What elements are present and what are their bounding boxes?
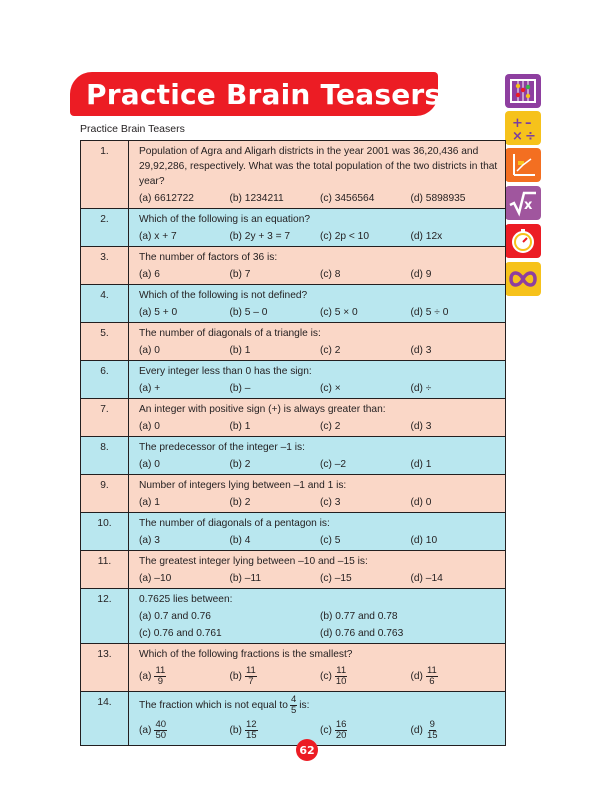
question-row bbox=[81, 209, 506, 247]
answer-option: (d) –14 bbox=[410, 573, 443, 584]
table-caption: Practice Brain Teasers bbox=[80, 123, 185, 135]
graph-axes-icon bbox=[509, 151, 537, 179]
infinity-icon bbox=[508, 266, 538, 292]
answer-option bbox=[230, 666, 321, 687]
question-number: 12. bbox=[81, 589, 129, 644]
question-row bbox=[81, 475, 506, 513]
question-row bbox=[81, 361, 506, 399]
question-number: 11. bbox=[81, 551, 129, 589]
answer-option: (c) 2 bbox=[320, 345, 341, 356]
fraction-numerator: 11 bbox=[155, 665, 166, 676]
question-number: 5. bbox=[81, 323, 129, 361]
side-tab-stopwatch[interactable] bbox=[505, 224, 541, 258]
question-number: 4. bbox=[81, 285, 129, 323]
fraction-numerator: 11 bbox=[245, 665, 256, 676]
svg-text:+: + bbox=[512, 116, 523, 131]
question-body bbox=[129, 285, 506, 323]
question-text: Number of integers lying between –1 and 1 is: bbox=[139, 480, 347, 491]
options-row bbox=[139, 666, 501, 687]
answer-option: (d) 0 bbox=[410, 497, 432, 508]
question-body bbox=[129, 644, 506, 692]
options-row bbox=[139, 267, 501, 282]
options-row bbox=[139, 495, 501, 510]
option-label: (d) bbox=[410, 671, 423, 682]
answer-option: (a) 6 bbox=[139, 269, 160, 280]
question-text: Every integer less than 0 has the sign: bbox=[139, 366, 312, 377]
answer-option bbox=[320, 720, 411, 741]
question-body bbox=[129, 247, 506, 285]
answer-option: (b) 2 bbox=[229, 497, 251, 508]
svg-text:÷: ÷ bbox=[525, 129, 536, 142]
answer-option: (b) 4 bbox=[229, 535, 251, 546]
answer-option: (b) –11 bbox=[229, 573, 262, 584]
fraction-numerator: 40 bbox=[155, 719, 167, 730]
option-fraction bbox=[154, 666, 166, 687]
question-text: The number of factors of 36 is: bbox=[139, 252, 278, 263]
fraction-denominator: 15 bbox=[245, 730, 257, 741]
option-fraction bbox=[335, 666, 348, 687]
question-row bbox=[81, 399, 506, 437]
answer-option bbox=[230, 720, 321, 741]
answer-option: (c) 8 bbox=[320, 269, 341, 280]
answer-option: (c) 2p < 10 bbox=[320, 231, 369, 242]
answer-option: (d) 0.76 and 0.763 bbox=[320, 628, 404, 639]
answer-option: (c) –2 bbox=[320, 459, 347, 470]
question-body bbox=[129, 475, 506, 513]
answer-option bbox=[139, 666, 230, 687]
option-label: (d) bbox=[410, 725, 423, 736]
question-number: 13. bbox=[81, 644, 129, 692]
options-row bbox=[139, 381, 501, 396]
options-row bbox=[139, 609, 501, 624]
side-tab-operators[interactable] bbox=[505, 111, 541, 145]
answer-option: (a) 1 bbox=[139, 497, 160, 508]
answer-option: (c) 3 bbox=[320, 497, 341, 508]
answer-option: (d) 5 ÷ 0 bbox=[410, 307, 449, 318]
option-fraction bbox=[245, 666, 257, 687]
answer-option: (c) 5 × 0 bbox=[320, 307, 358, 318]
question-row bbox=[81, 513, 506, 551]
fraction-denominator: 15 bbox=[426, 730, 438, 741]
question-number: 14. bbox=[81, 692, 129, 746]
question-row bbox=[81, 323, 506, 361]
answer-option: (a) 0 bbox=[139, 459, 160, 470]
answer-option: (d) 3 bbox=[410, 345, 432, 356]
answer-option: (b) – bbox=[229, 383, 251, 394]
answer-option: (d) 3 bbox=[410, 421, 432, 432]
answer-option: (a) 0.7 and 0.76 bbox=[139, 611, 211, 622]
page-number: 62 bbox=[296, 739, 318, 761]
question-text: Which of the following is an equation? bbox=[139, 214, 311, 225]
option-fraction bbox=[154, 720, 167, 741]
answer-option: (a) 0 bbox=[139, 421, 160, 432]
answer-option bbox=[320, 666, 411, 687]
answer-option: (d) ÷ bbox=[410, 383, 432, 394]
svg-text:×: × bbox=[512, 129, 523, 142]
stopwatch-icon bbox=[509, 227, 537, 255]
fraction-denominator: 9 bbox=[157, 676, 164, 687]
option-label: (b) bbox=[229, 671, 242, 682]
fraction-denominator: 50 bbox=[155, 730, 167, 741]
question-text: The predecessor of the integer –1 is: bbox=[139, 442, 305, 453]
option-label: (a) bbox=[139, 671, 152, 682]
question-text: An integer with positive sign (+) is always greater than: bbox=[139, 404, 386, 415]
question-row bbox=[81, 589, 506, 644]
square-root-icon bbox=[508, 189, 538, 217]
svg-text:–: – bbox=[525, 116, 532, 131]
fraction-numerator: 4 bbox=[290, 694, 297, 705]
answer-option: (a) 6612722 bbox=[139, 193, 194, 204]
question-body bbox=[129, 513, 506, 551]
question-row bbox=[81, 551, 506, 589]
option-label: (a) bbox=[139, 725, 152, 736]
option-label: (c) bbox=[320, 725, 332, 736]
answer-option: (b) 1234211 bbox=[229, 193, 284, 204]
question-number: 6. bbox=[81, 361, 129, 399]
options-row bbox=[139, 305, 501, 320]
question-text: The greatest integer lying between –10 and –15 is: bbox=[139, 556, 368, 567]
answer-option: (d) 10 bbox=[410, 535, 438, 546]
question-number: 3. bbox=[81, 247, 129, 285]
fraction-denominator: 7 bbox=[248, 676, 254, 687]
question-text: Which of the following is not defined? bbox=[139, 290, 308, 301]
question-text-before: The fraction which is not equal to bbox=[139, 700, 288, 712]
svg-text:x: x bbox=[524, 198, 533, 213]
fraction-denominator: 10 bbox=[335, 676, 347, 687]
answer-option: (c) 5 bbox=[320, 535, 341, 546]
answer-option: (b) 1 bbox=[229, 345, 251, 356]
fraction-numerator: 12 bbox=[245, 719, 257, 730]
answer-option: (c) × bbox=[320, 383, 341, 394]
answer-option: (a) 3 bbox=[139, 535, 160, 546]
question-row bbox=[81, 141, 506, 209]
fraction-numerator: 16 bbox=[335, 719, 347, 730]
question-body bbox=[129, 141, 506, 209]
question-number: 8. bbox=[81, 437, 129, 475]
question-row bbox=[81, 644, 506, 692]
option-fraction bbox=[245, 720, 258, 741]
question-number: 10. bbox=[81, 513, 129, 551]
question-row bbox=[81, 692, 506, 746]
option-fraction bbox=[335, 720, 348, 741]
answer-option: (b) 0.77 and 0.78 bbox=[320, 611, 398, 622]
option-label: (c) bbox=[320, 671, 332, 682]
answer-option: (c) –15 bbox=[320, 573, 352, 584]
question-number: 9. bbox=[81, 475, 129, 513]
question-row bbox=[81, 437, 506, 475]
title-banner bbox=[70, 72, 442, 116]
option-fraction bbox=[426, 666, 438, 687]
fraction-denominator: 6 bbox=[429, 676, 435, 687]
question-text bbox=[139, 695, 501, 716]
question-number: 2. bbox=[81, 209, 129, 247]
inline-fraction bbox=[290, 695, 297, 716]
question-body bbox=[129, 209, 506, 247]
option-fraction bbox=[426, 720, 439, 741]
options-row bbox=[139, 419, 501, 434]
answer-option: (b) 5 – 0 bbox=[229, 307, 268, 318]
questions-table bbox=[80, 140, 506, 746]
options-row bbox=[139, 626, 501, 641]
fraction-numerator: 9 bbox=[429, 719, 435, 730]
answer-option: (a) + bbox=[139, 383, 161, 394]
arithmetic-operators-icon bbox=[509, 114, 537, 142]
question-text: Population of Agra and Aligarh districts in the year 2001 was 36,20,436 and 29,92,286, respectively. What was the total population of the two districts in that year? bbox=[139, 146, 498, 187]
answer-option: (c) 3456564 bbox=[320, 193, 375, 204]
question-body bbox=[129, 437, 506, 475]
answer-option: (b) 1 bbox=[229, 421, 251, 432]
options-row bbox=[139, 457, 501, 472]
side-tab-graph[interactable] bbox=[505, 148, 541, 182]
side-tab-sqrt[interactable] bbox=[505, 186, 541, 220]
question-body bbox=[129, 361, 506, 399]
options-row bbox=[139, 343, 501, 358]
question-row bbox=[81, 285, 506, 323]
question-body bbox=[129, 551, 506, 589]
answer-option: (b) 7 bbox=[229, 269, 251, 280]
answer-option bbox=[411, 666, 502, 687]
answer-option: (d) 1 bbox=[410, 459, 432, 470]
question-number: 7. bbox=[81, 399, 129, 437]
question-body bbox=[129, 399, 506, 437]
answer-option: (d) 9 bbox=[410, 269, 432, 280]
answer-option bbox=[411, 720, 502, 741]
answer-option: (d) 5898935 bbox=[410, 193, 466, 204]
fraction-denominator: 20 bbox=[335, 730, 347, 741]
question-text-after: is: bbox=[299, 700, 310, 712]
question-number: 1. bbox=[81, 141, 129, 209]
question-text: The number of diagonals of a pentagon is: bbox=[139, 518, 330, 529]
question-body bbox=[129, 589, 506, 644]
question-row bbox=[81, 247, 506, 285]
answer-option: (a) –10 bbox=[139, 573, 172, 584]
answer-option: (a) x + 7 bbox=[139, 231, 177, 242]
side-tab-abacus[interactable] bbox=[505, 74, 541, 108]
fraction-denominator: 5 bbox=[290, 705, 297, 716]
options-row bbox=[139, 229, 501, 244]
answer-option: (b) 2 bbox=[229, 459, 251, 470]
options-row bbox=[139, 533, 501, 548]
abacus-icon bbox=[509, 78, 537, 104]
answer-option bbox=[139, 720, 230, 741]
options-row bbox=[139, 720, 501, 741]
answer-option: (a) 5 + 0 bbox=[139, 307, 178, 318]
answer-option: (a) 0 bbox=[139, 345, 160, 356]
question-body bbox=[129, 323, 506, 361]
answer-option: (c) 0.76 and 0.761 bbox=[139, 628, 222, 639]
question-text: Which of the following fractions is the smallest? bbox=[139, 649, 353, 660]
answer-option: (d) 12x bbox=[410, 231, 443, 242]
fraction-numerator: 11 bbox=[426, 665, 437, 676]
options-row bbox=[139, 191, 501, 206]
options-row bbox=[139, 571, 501, 586]
side-tab-infinity[interactable] bbox=[505, 262, 541, 296]
answer-option: (c) 2 bbox=[320, 421, 341, 432]
page-title: Practice Brain Teasers bbox=[86, 77, 442, 111]
answer-option: (b) 2y + 3 = 7 bbox=[229, 231, 291, 242]
fraction-numerator: 11 bbox=[336, 665, 347, 676]
option-label: (b) bbox=[229, 725, 242, 736]
question-text: 0.7625 lies between: bbox=[139, 594, 233, 605]
question-text: The number of diagonals of a triangle is: bbox=[139, 328, 321, 339]
question-body bbox=[129, 692, 506, 746]
